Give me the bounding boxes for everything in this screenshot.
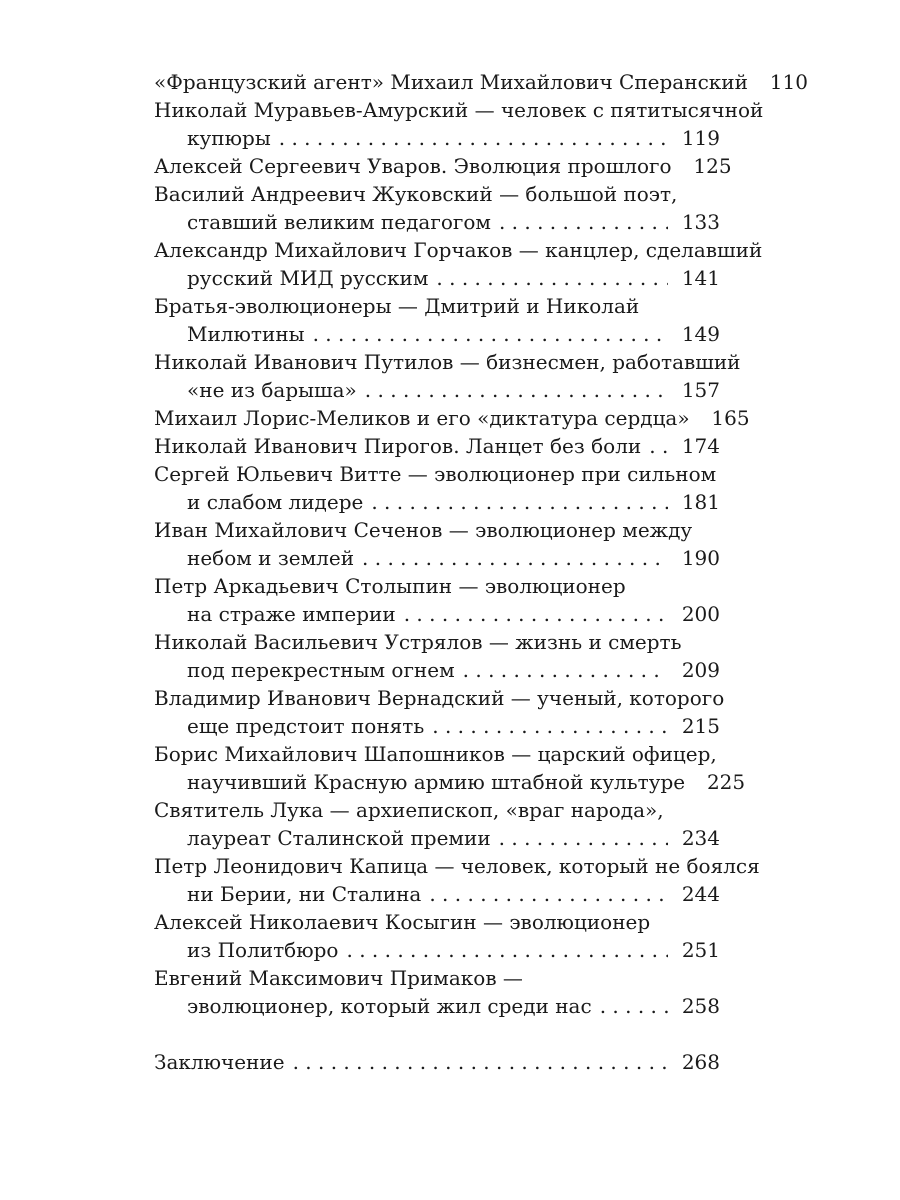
toc-entry-line	[154, 348, 741, 376]
toc-entry-title: эволюционер, который жил среди нас	[187, 994, 592, 1018]
toc-page-number: 215	[681, 714, 720, 738]
toc-entry-line	[154, 936, 720, 964]
toc-entry-title: под перекрестным огнем	[187, 658, 455, 682]
dot-leader	[365, 376, 668, 404]
toc-entry-line	[154, 264, 720, 292]
toc-entry	[154, 740, 746, 796]
toc-entry-line	[154, 432, 720, 460]
toc-entry-line	[154, 852, 760, 880]
toc-entry-title: Алексей Сергеевич Уваров. Эволюция прошлого	[154, 154, 672, 178]
toc-entry-line	[154, 544, 720, 572]
toc-entry-line	[154, 768, 746, 796]
toc-entry-title: Владимир Иванович Вернадский — ученый, которого	[154, 686, 725, 710]
toc-entry	[154, 460, 720, 516]
toc-page-number: 149	[681, 322, 720, 346]
dot-leader	[499, 208, 668, 236]
toc-entry-line	[154, 628, 720, 656]
toc-entry-line	[154, 376, 720, 404]
toc-entry-title: Борис Михайлович Шапошников — царский офицер,	[154, 742, 717, 766]
toc-entry	[154, 404, 750, 432]
toc-entry-title: «не из барыша»	[187, 378, 357, 402]
toc-page-number: 209	[681, 658, 720, 682]
toc-entry-title: ни Берии, ни Сталина	[187, 882, 422, 906]
toc-entry-title: Петр Леонидович Капица — человек, который не боялся	[154, 854, 760, 878]
toc-page-number: 268	[681, 1050, 720, 1074]
toc-page-number: 133	[681, 210, 720, 234]
toc-entry	[154, 684, 725, 740]
toc-entry-line	[154, 208, 720, 236]
toc-entry-title: Милютины	[187, 322, 305, 346]
toc-entry	[154, 572, 720, 628]
toc-entry-title: Василий Андреевич Жуковский — большой поэт,	[154, 182, 678, 206]
dot-leader	[362, 544, 668, 572]
toc-entry-title: Николай Муравьев-Амурский — человек с пятитысячной	[154, 98, 764, 122]
toc-page-number: 244	[681, 882, 720, 906]
toc-entry-title: Александр Михайлович Горчаков — канцлер, сделавший	[154, 238, 763, 262]
toc-page-number: 110	[769, 70, 808, 94]
toc-entry	[154, 236, 763, 292]
toc-page-number: 234	[681, 826, 720, 850]
table-of-contents	[154, 68, 808, 1076]
dot-leader	[463, 656, 668, 684]
toc-entry-line	[154, 488, 720, 516]
toc-entry-line	[154, 320, 720, 348]
toc-entry-title: Николай Иванович Путилов — бизнесмен, работавший	[154, 350, 741, 374]
toc-entry-title: «Французский агент» Михаил Михайлович Сперанский	[154, 70, 748, 94]
toc-page-number: 251	[681, 938, 720, 962]
toc-entry	[154, 908, 720, 964]
toc-page-number: 174	[681, 434, 720, 458]
toc-entry-line	[154, 712, 720, 740]
toc-entry-title: Братья-эволюционеры — Дмитрий и Николай	[154, 294, 640, 318]
toc-entry-title: купюры	[187, 126, 271, 150]
toc-entry-title: русский МИД русским	[187, 266, 429, 290]
toc-page-number: 225	[706, 770, 746, 794]
toc-entry	[154, 152, 732, 180]
toc-entry-title: Евгений Максимович Примаков —	[154, 966, 523, 990]
dot-leader	[429, 880, 668, 908]
toc-entry-title: небом и землей	[187, 546, 355, 570]
toc-entry-line	[154, 992, 720, 1020]
toc-entry-line	[154, 656, 720, 684]
toc-entry-title: лауреат Сталинской премии	[187, 826, 491, 850]
toc-entry-title: Святитель Лука — архиепископ, «враг народа»,	[154, 798, 664, 822]
toc-entry-line	[154, 964, 720, 992]
toc-page-number: 125	[693, 154, 732, 178]
toc-entry	[154, 432, 720, 460]
toc-entry-title: ставший великим педагогом	[187, 210, 491, 234]
toc-entry	[154, 852, 760, 908]
toc-entry-line	[154, 516, 720, 544]
toc-entry-line	[154, 572, 720, 600]
toc-entry-title: Сергей Юльевич Витте — эволюционер при сильном	[154, 462, 717, 486]
toc-entry	[154, 348, 741, 404]
toc-entry-title: Николай Иванович Пирогов. Ланцет без боли	[154, 434, 642, 458]
toc-entry-title: на страже империи	[187, 602, 396, 626]
toc-page-number: 165	[711, 406, 750, 430]
toc-entry-line	[154, 68, 808, 96]
toc-entry-line	[154, 1048, 720, 1076]
toc-entry-line	[154, 908, 720, 936]
toc-entry-line	[154, 236, 763, 264]
toc-page-number: 141	[681, 266, 720, 290]
toc-entry-line	[154, 740, 720, 768]
dot-leader	[404, 600, 668, 628]
toc-entry-conclusion	[154, 1048, 720, 1076]
toc-entry-line	[154, 292, 720, 320]
dot-leader	[600, 992, 668, 1020]
dot-leader	[279, 124, 668, 152]
toc-entry-title: Николай Васильевич Устрялов — жизнь и смерть	[154, 630, 682, 654]
toc-entry-title: Алексей Николаевич Косыгин — эволюционер	[154, 910, 651, 934]
dot-leader	[499, 824, 668, 852]
toc-page-number: 258	[681, 994, 720, 1018]
toc-entry	[154, 516, 720, 572]
toc-entry-line	[154, 96, 764, 124]
toc-entry-line	[154, 824, 720, 852]
toc-entry-line	[154, 600, 720, 628]
section-gap	[154, 1020, 720, 1048]
toc-entry-line	[154, 124, 720, 152]
toc-entry-title: научивший Красную армию штабной культуре	[187, 770, 686, 794]
toc-entry-title: Петр Аркадьевич Столыпин — эволюционер	[154, 574, 626, 598]
toc-entry-title: еще предстоит понять	[187, 714, 425, 738]
toc-page-number: 200	[681, 602, 720, 626]
toc-entry	[154, 628, 720, 684]
toc-entry-title: из Политбюро	[187, 938, 339, 962]
dot-leader	[346, 936, 668, 964]
toc-entry	[154, 292, 720, 348]
toc-entry	[154, 96, 764, 152]
toc-entry-title: и слабом лидере	[187, 490, 364, 514]
dot-leader	[436, 264, 668, 292]
toc-entry-line	[154, 180, 720, 208]
toc-entry	[154, 180, 720, 236]
toc-page-number: 119	[681, 126, 720, 150]
toc-entry-line	[154, 796, 720, 824]
dot-leader	[432, 712, 668, 740]
toc-entry	[154, 964, 720, 1020]
toc-entry-line	[154, 404, 750, 432]
toc-entry-title: Иван Михайлович Сеченов — эволюционер между	[154, 518, 693, 542]
dot-leader	[649, 432, 668, 460]
toc-entry-line	[154, 460, 720, 488]
toc-page-number: 181	[681, 490, 720, 514]
toc-entry-title: Заключение	[154, 1050, 285, 1074]
toc-entry	[154, 796, 720, 852]
toc-entry	[154, 68, 808, 96]
toc-entry-line	[154, 152, 732, 180]
toc-entry-title: Михаил Лорис-Меликов и его «диктатура сердца»	[154, 406, 690, 430]
toc-entry-line	[154, 684, 725, 712]
toc-page-number: 190	[681, 546, 720, 570]
dot-leader	[371, 488, 668, 516]
toc-page-number: 157	[681, 378, 720, 402]
toc-entry-line	[154, 880, 720, 908]
dot-leader	[313, 320, 668, 348]
dot-leader	[293, 1048, 668, 1076]
